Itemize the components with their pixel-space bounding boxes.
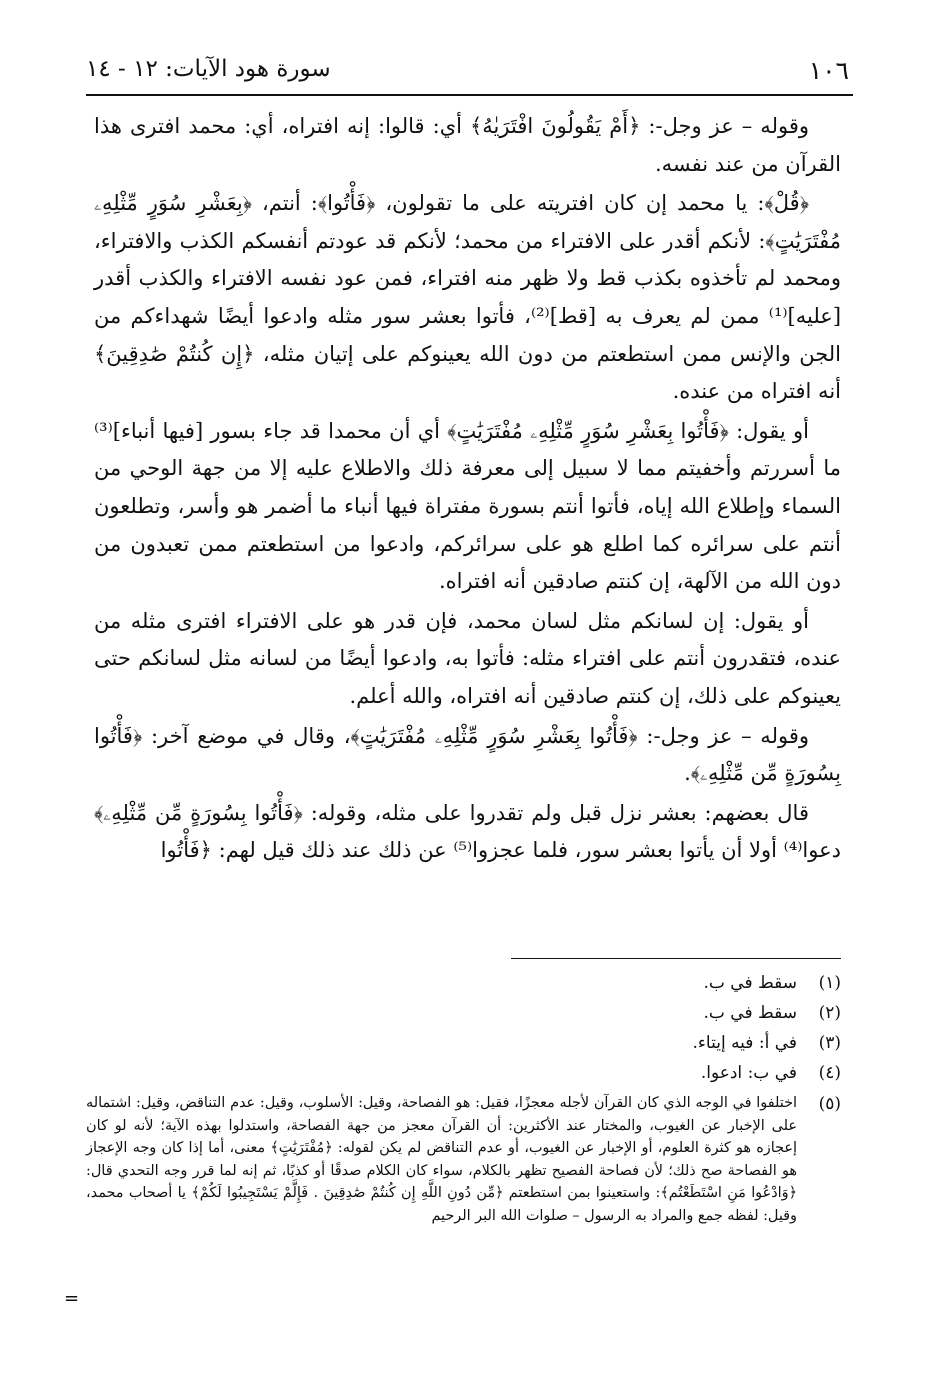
paragraph: وقوله – عز وجل-: ﴿فَأْتُوا بِعَشْرِ سُوَرٍ مِّثْلِهِۦ مُفْتَرَيَٰتٍ﴾، وقال في موضع آخر: ﴿فَأْتُوا بِسُورَةٍ مِّن مِّثْلِهِۦ﴾. (94, 723, 841, 786)
footnote-number: (٣) (818, 1033, 841, 1053)
running-title: سورة هود الآيات: ١٢ - ١٤ (86, 56, 331, 82)
header-rule (86, 94, 853, 96)
main-text (94, 108, 841, 872)
footnote-text: اختلفوا في الوجه الذي كان القرآن لأجله معجزًا، فقيل: هو الفصاحة، وقيل: الأسلوب، وقيل: عدم التناقض، وقيل: اشتماله على الإخبار عن الغيوب، والمختار عند الأكثرين: أن القرآن معجز من جهة الفصاحة، واستدلوا بهذه الآية؛ لأنه لو كان إعجازه هو كثرة العلوم، أو الإخبار عن الغيوب، أو عدم التناقض لم يكن لقوله: ﴿مُفْتَرَيَٰتٍ﴾ معنى، أما إذا كان وجه الإعجاز هو الفصاحة صح ذلك؛ لأن فصاحة الفصيح تظهر بالكلام، سواء كان الكلام صدقًا أو كذبًا، ثم إنه لما قرر وجه التحدي قال: ﴿وَادْعُوا مَنِ اسْتَطَعْتُم﴾: واستعينوا بمن استطعتم ﴿مِّن دُونِ اللَّهِ إِن كُنتُمْ صَٰدِقِينَ . فَإِلَّمْ يَسْتَجِيبُوا لَكُمْ﴾ يا أصحاب محمد، وقيل: لفظه جمع والمراد به الرسول – صلوات الله البر الرحيم (86, 1095, 797, 1224)
paragraph: أو يقول: ﴿فَأْتُوا بِعَشْرِ سُوَرٍ مِّثْلِهِۦ مُفْتَرَيَٰتٍ﴾ أي أن محمدا قد جاء بسور [فيها أنباء]⁽³⁾ ما أسررتم وأخفيتم مما لا سبيل إلى معرفة ذلك والاطلاع عليه إلا من جهة الوحي من السماء وإطلاع الله إياه، فأتوا أنتم بسورة مفتراة فيها أنباء ما أضمر هو وأسر، وتطلعون أنتم على سرائره كما اطلع هو على سرائركم، وادعوا من استطعتم ممن تعبدون من دون الله من الآلهة، إن كنتم صادقين أنه افتراه. (94, 418, 841, 594)
footnote (86, 968, 841, 998)
continuation-mark: = (64, 1288, 80, 1309)
footnote-number: (٤) (818, 1063, 841, 1083)
paragraph: قال بعضهم: بعشر نزل قبل ولم تقدروا على مثله، وقوله: ﴿فَأْتُوا بِسُورَةٍ مِّن مِّثْلِهِۦ﴾ دعوا⁽⁴⁾ أولا أن يأتوا بعشر سور، فلما عجزوا⁽⁵⁾ عن ذلك عند ذلك قيل لهم: ﴿فَأْتُوا (94, 800, 841, 863)
footnote-separator (511, 958, 841, 959)
footnote (86, 1028, 841, 1058)
footnote (86, 1058, 841, 1088)
footnote-text: سقط في ب. (703, 973, 797, 993)
footnote-number: (٢) (818, 1003, 841, 1023)
paragraph: وقوله – عز وجل-: ﴿أَمْ يَقُولُونَ افْتَرَيٰهُ﴾ أي: قالوا: إنه افتراه، أي: محمد افترى هذا القرآن من عند نفسه. (94, 114, 841, 176)
page-number: ١٠٦ (808, 56, 849, 85)
footnote (86, 998, 841, 1028)
footnote-text: سقط في ب. (703, 1003, 797, 1023)
footnote-text: في أ: فيه إيتاء. (692, 1033, 797, 1053)
footnote-number: (١) (818, 973, 841, 993)
paragraph: أو يقول: إن لسانكم مثل لسان محمد، فإن قدر هو على الافتراء افترى مثله من عنده، فتقدرون أنتم على افتراء مثله: فأتوا به، وادعوا أيضًا من لسانه مثل لسانكم حتى يعينوكم على ذلك، إن كنتم صادقين أنه افتراه، والله أعلم. (94, 608, 841, 708)
footnote (86, 1092, 841, 1227)
footnotes (86, 968, 841, 1227)
footnote-text: في ب: ادعوا. (700, 1063, 797, 1083)
page-header (86, 52, 849, 92)
footnote-number: (٥) (818, 1094, 841, 1114)
paragraph: ﴿قُلْ﴾: يا محمد إن كان افتريته على ما تقولون، ﴿فَأْتُوا﴾: أنتم، ﴿بِعَشْرِ سُوَرٍ مِّثْلِهِۦ مُفْتَرَيَٰتٍ﴾: لأنكم أقدر على الافتراء من محمد؛ لأنكم قد عودتم أنفسكم الكذب والافتراء، ومحمد لم تأخذوه بكذب قط ولا ظهر منه افتراء، فمن عود نفسه الافتراء والكذب أقدر [عليه]⁽¹⁾ ممن لم يعرف به [قط]⁽²⁾، فأتوا بعشر سور مثله وادعوا أيضًا شهداءكم من الجن والإنس ممن استطعتم من دون الله يعينوكم على إتيان مثله، ﴿إِن كُنتُمْ صَٰدِقِينَ﴾ أنه افتراه من عنده. (94, 191, 842, 404)
